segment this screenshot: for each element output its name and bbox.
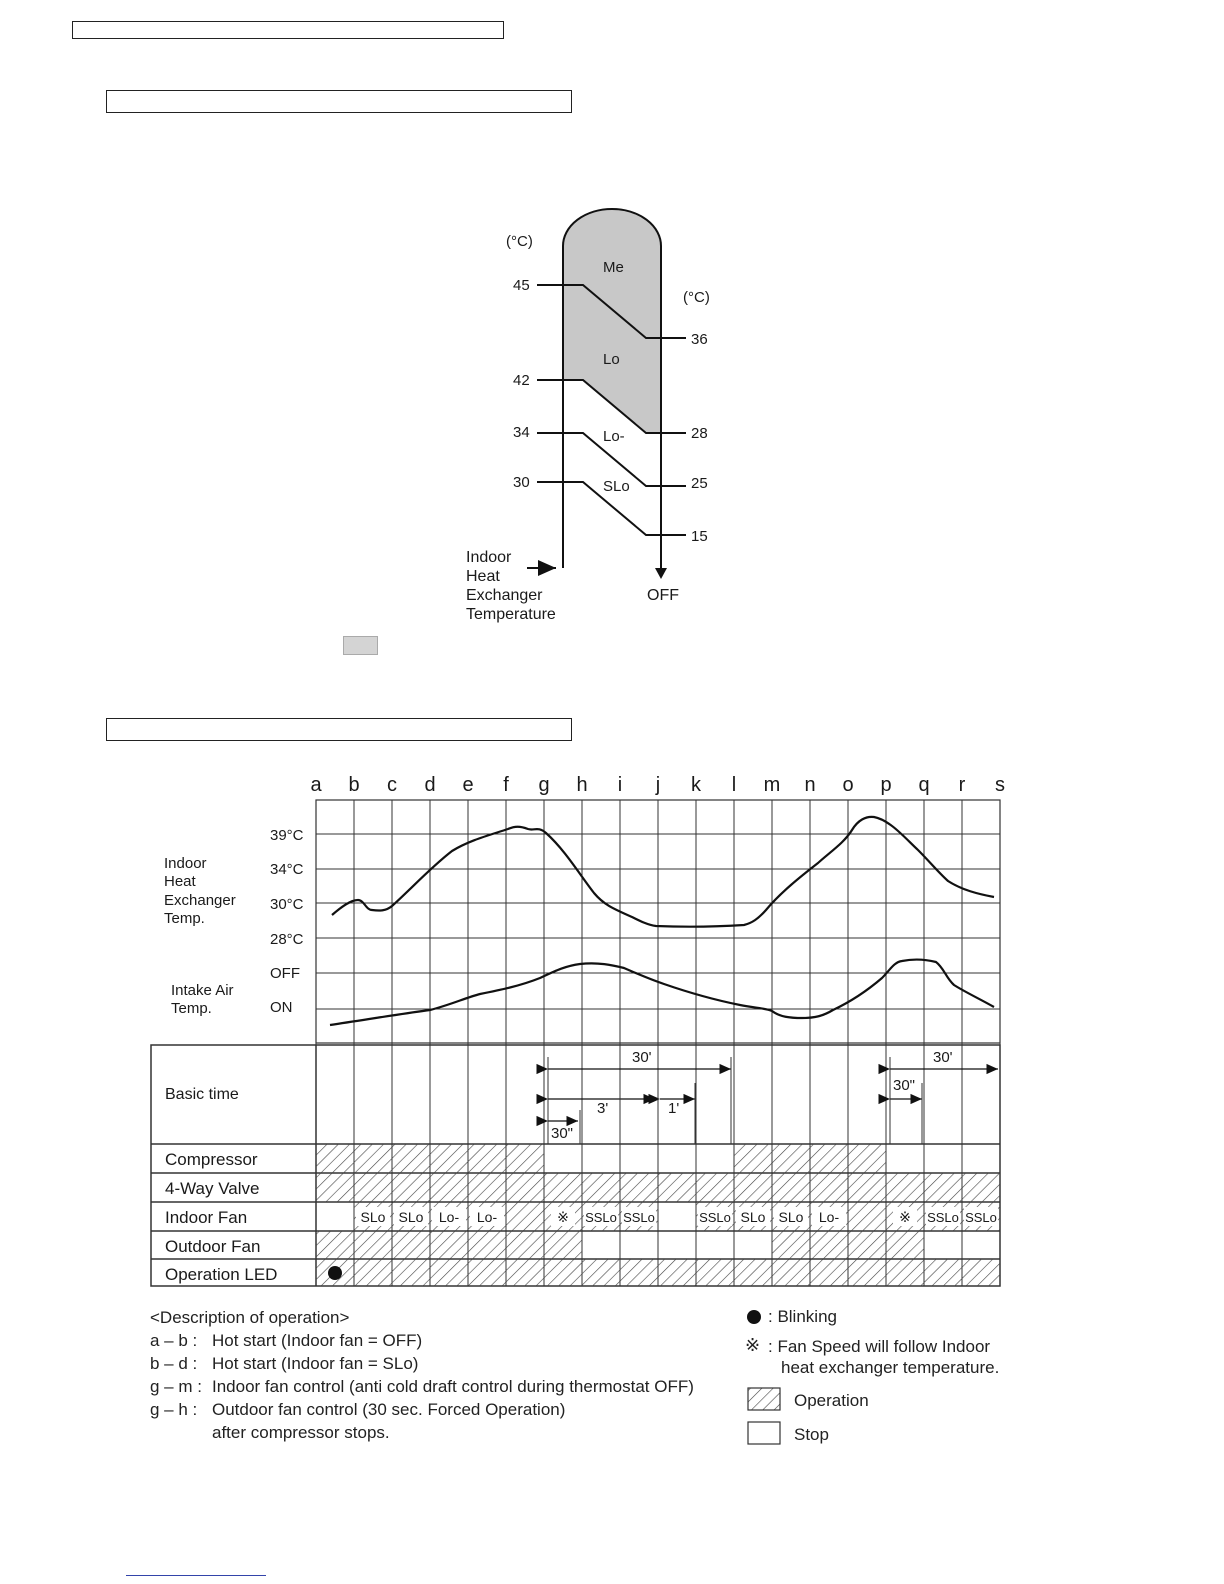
off-label: OFF — [647, 587, 679, 604]
right-tick: 15 — [691, 528, 708, 545]
description-text: Hot start (Indoor fan = OFF) — [212, 1331, 423, 1350]
legend-stop: Stop — [794, 1425, 829, 1444]
description-item — [150, 1421, 694, 1444]
row-label-outdoor-fan: Outdoor Fan — [165, 1237, 261, 1256]
span-label: 30" — [893, 1077, 916, 1094]
left-unit: (°C) — [506, 233, 533, 250]
span-label: 3' — [597, 1100, 609, 1117]
indoor-fan-speed-cell: SLo — [778, 1209, 804, 1225]
column-label: c — [387, 774, 397, 796]
right-tick: 28 — [691, 425, 708, 442]
column-label: j — [655, 774, 661, 796]
blinking-dot — [328, 1266, 342, 1280]
legend-fan-speed-line2: heat exchanger temperature. — [781, 1358, 1000, 1377]
axis-label: Temperature — [466, 606, 556, 623]
right-tick: 25 — [691, 475, 708, 492]
indoor-fan-speed-cell: SLo — [360, 1209, 386, 1225]
legend-fan-speed-symbol: ※ — [745, 1335, 761, 1355]
column-label: o — [842, 774, 854, 796]
column-label: f — [503, 774, 509, 796]
span-label: 30' — [933, 1049, 953, 1066]
indoor-fan-speed-cell: Lo- — [476, 1209, 498, 1225]
legend-blinking: : Blinking — [768, 1307, 837, 1326]
description-item — [150, 1398, 694, 1421]
description-key: g – h : — [150, 1400, 198, 1419]
column-label: d — [424, 774, 436, 796]
column-label: q — [918, 774, 930, 796]
zone-label: Lo- — [603, 428, 625, 445]
intake-level: OFF — [270, 965, 300, 982]
description-item — [150, 1329, 694, 1352]
temp-level: 39°C — [270, 827, 304, 844]
operation-segment — [316, 1173, 1000, 1202]
legend-stop-swatch — [748, 1422, 780, 1444]
operation-segment — [316, 1144, 544, 1173]
span-label: 1' — [668, 1100, 680, 1117]
span-label: 30' — [632, 1049, 652, 1066]
indoor-fan-speed-cell: ※ — [899, 1209, 911, 1225]
indoor-fan-speed-cell: Lo- — [818, 1209, 840, 1225]
column-label: e — [462, 774, 474, 796]
hex-label: Exchanger — [164, 892, 236, 909]
row-label-operation-led: Operation LED — [165, 1265, 278, 1284]
temp-level: 28°C — [270, 931, 304, 948]
column-label: n — [804, 774, 816, 796]
footer-link-underline — [126, 1575, 266, 1576]
basic-time-label: Basic time — [165, 1086, 239, 1103]
operation-segment — [772, 1231, 924, 1259]
zone-label: Me — [603, 259, 624, 276]
column-label: m — [763, 774, 781, 796]
operation-segment — [316, 1259, 1000, 1286]
column-label: a — [310, 774, 322, 796]
left-tick: 42 — [513, 372, 530, 389]
column-label: i — [617, 774, 623, 796]
operation-segment — [316, 1231, 582, 1259]
column-label: r — [958, 774, 966, 796]
description-text: Indoor fan control (anti cold draft control during thermostat OFF) — [212, 1377, 694, 1396]
indoor-fan-speed-cell: SLo — [398, 1209, 424, 1225]
description-key: b – d : — [150, 1354, 198, 1373]
indoor-fan-speed-cell: SLo — [740, 1209, 766, 1225]
temp-level: 34°C — [270, 861, 304, 878]
right-unit: (°C) — [683, 289, 710, 306]
zone-label: Lo — [603, 351, 620, 368]
temp-level: 30°C — [270, 896, 304, 913]
axis-label: Indoor — [466, 549, 512, 566]
column-label: b — [348, 774, 360, 796]
axis-label: Heat — [466, 568, 500, 585]
column-label: l — [731, 774, 737, 796]
column-label: k — [691, 774, 701, 796]
legend-blink-dot — [747, 1310, 761, 1324]
left-tick: 34 — [513, 424, 530, 441]
shaded-zone — [563, 209, 661, 433]
description-key: a – b : — [150, 1331, 198, 1350]
description-text: Hot start (Indoor fan = SLo) — [212, 1354, 419, 1373]
indoor-fan-speed-cell: SSLo — [585, 1210, 617, 1225]
zone-label: SLo — [603, 478, 630, 495]
heat-exchanger-curve — [332, 817, 994, 927]
intake-label: Temp. — [171, 1000, 212, 1017]
column-label: g — [538, 774, 550, 796]
indoor-fan-speed-cell: SSLo — [965, 1210, 997, 1225]
indoor-fan-speed-cell: SSLo — [699, 1210, 731, 1225]
description-title: <Description of operation> — [150, 1308, 350, 1327]
indoor-fan-speed-cell: ※ — [557, 1209, 569, 1225]
row-label-compressor: Compressor — [165, 1150, 258, 1169]
column-label: s — [995, 774, 1005, 796]
row-label-indoor-fan: Indoor Fan — [165, 1208, 248, 1227]
operation-description — [150, 1306, 694, 1444]
intake-level: ON — [270, 999, 293, 1016]
right-tick: 36 — [691, 331, 708, 348]
legend-operation-swatch — [748, 1388, 780, 1410]
operation-segment — [734, 1144, 886, 1173]
indoor-fan-speed-cell: SSLo — [623, 1210, 655, 1225]
legend-operation: Operation — [794, 1391, 869, 1410]
row-label-4way-valve: 4-Way Valve — [165, 1179, 260, 1198]
indoor-fan-speed-cell: Lo- — [438, 1209, 460, 1225]
column-label: h — [576, 774, 588, 796]
column-label: p — [880, 774, 892, 796]
hex-label: Heat — [164, 873, 196, 890]
left-tick: 45 — [513, 277, 530, 294]
description-item — [150, 1375, 694, 1398]
indoor-fan-speed-cell: SSLo — [927, 1210, 959, 1225]
description-key: g – m : — [150, 1377, 202, 1396]
hex-label: Indoor — [164, 855, 207, 872]
description-text: after compressor stops. — [212, 1423, 390, 1442]
description-item — [150, 1352, 694, 1375]
axis-label: Exchanger — [466, 587, 543, 604]
hex-label: Temp. — [164, 910, 205, 927]
legend-fan-speed-line1: : Fan Speed will follow Indoor — [768, 1337, 991, 1356]
timing-chart — [151, 774, 1005, 1286]
off-arrow-head — [655, 568, 667, 579]
span-label: 30" — [551, 1125, 574, 1142]
description-text: Outdoor fan control (30 sec. Forced Operation) — [212, 1400, 566, 1419]
left-tick: 30 — [513, 474, 530, 491]
intake-label: Intake Air — [171, 982, 234, 999]
